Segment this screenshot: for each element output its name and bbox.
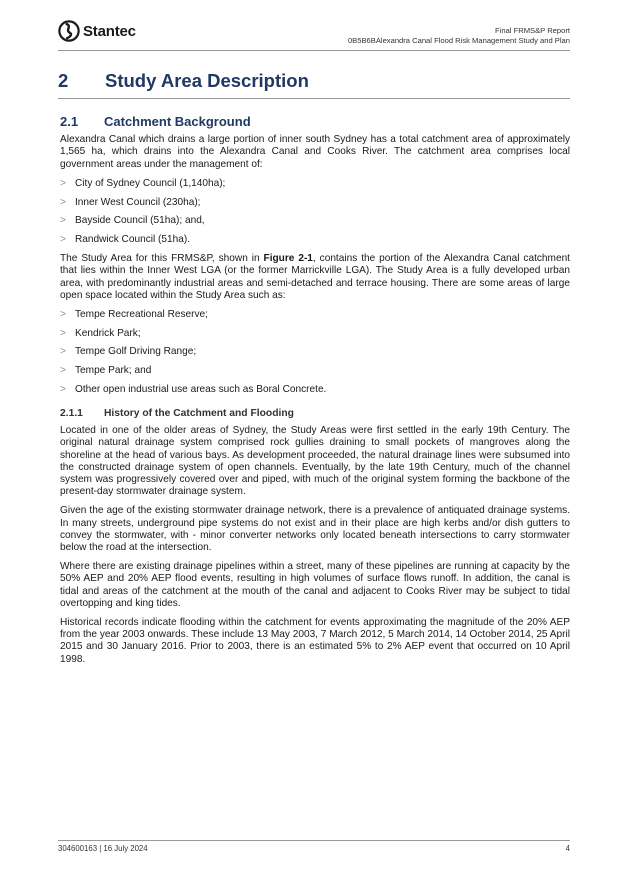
section-heading <box>58 70 570 99</box>
page-header <box>58 18 570 51</box>
list-item-text: Kendrick Park; <box>75 327 141 339</box>
page-footer <box>58 840 570 853</box>
logo-text: Stantec <box>83 22 136 40</box>
subsection-number: 2.1 <box>60 114 79 129</box>
figure-reference: Figure 2-1 <box>263 253 313 265</box>
stantec-logo <box>58 20 136 42</box>
report-title: Final FRMS&P Report <box>495 26 570 35</box>
report-header-info <box>348 26 570 46</box>
paragraph-study-area <box>60 253 570 302</box>
subsubsection-title: History of the Catchment and Flooding <box>104 407 294 419</box>
list-item <box>60 197 570 209</box>
subsection-title: Catchment Background <box>104 114 251 129</box>
list-item-text: Bayside Council (51ha); and, <box>75 215 205 227</box>
page-content <box>60 116 570 673</box>
bullet-marker: > <box>60 327 66 339</box>
list-item <box>60 346 570 358</box>
paragraph-pipeline-capacity: Where there are existing drainage pipelines within a street, many of these pipelines are running at capacity by the 50% AEP and 20% AEP flood events, resulting in high volumes of surface flows runoff. In addition, the canal is tidal and areas of the catchment at the mouth of the canal and adjacent to Cooks River may be subject to tidal overtopping and king tides. <box>60 561 570 609</box>
bullet-marker: > <box>60 196 66 208</box>
paragraph-history: Located in one of the older areas of Sydney, the Study Areas were first settled in the early 19th Century. The original natural drainage system comprised rock gullies draining to small pockets of mangroves along the shoreline at the head of various bays. As development proceeded, the natural drainage lines were subsumed into the constructed drainage system of open channels. Eventually, by the late 19th Century, much of the channel system was progressively covered over and piped, with much of the original system forming the backbone of the present-day stormwater drainage system. <box>60 425 570 498</box>
subsubsection-heading <box>60 408 570 420</box>
bullet-marker: > <box>60 177 66 189</box>
subsubsection-number: 2.1.1 <box>60 407 83 419</box>
list-item <box>60 309 570 321</box>
subsection-heading <box>60 116 570 128</box>
council-list <box>60 178 570 246</box>
study-area-text-end: , contains the portion of the Alexandra Canal catchment that lies within the Inner West LGA (or the former Marrickville LGA). The Study Area is a fully developed urban area, with predominantly industrial areas and semi-detached and terrace housing. There are some areas of large open space located within the Study Area such as: <box>60 253 570 301</box>
footer-doc-info: 304600163 | 16 July 2024 <box>58 844 148 853</box>
list-item <box>60 215 570 227</box>
list-item <box>60 384 570 396</box>
bullet-marker: > <box>60 233 66 245</box>
list-item <box>60 365 570 377</box>
paragraph-catchment-area: Alexandra Canal which drains a large portion of inner south Sydney has a total catchment area of approximately 1,565 ha, which drains into the Alexandra Canal and Cooks River. The catchment area comprises local government areas under the management of: <box>60 134 570 170</box>
list-item-text: Inner West Council (230ha); <box>75 196 201 208</box>
report-subtitle: 0B5B6BAlexandra Canal Flood Risk Management Study and Plan <box>347 36 570 45</box>
list-item <box>60 178 570 190</box>
bullet-marker: > <box>60 346 66 358</box>
study-area-text-start: The Study Area for this FRMS&P, shown in <box>60 253 264 265</box>
section-number: 2 <box>58 70 69 91</box>
list-item <box>60 234 570 246</box>
page-number: 4 <box>565 844 570 853</box>
list-item-text: Other open industrial use areas such as Boral Concrete. <box>75 383 327 395</box>
paragraph-historical-records: Historical records indicate flooding within the catchment for events approximating the magnitude of the 20% AEP from the year 2003 onwards. These include 13 May 2003, 7 March 2012, 5 March 2014, 14 October 2014, 25 April 2015 and 30 January 2016. Prior to 2003, there is an estimated 5% to 2% AEP event that occurred on 10 April 1998. <box>60 617 570 665</box>
list-item-text: Randwick Council (51ha). <box>75 233 191 245</box>
list-item-text: Tempe Golf Driving Range; <box>75 346 197 358</box>
bullet-marker: > <box>60 308 66 320</box>
section-title: Study Area Description <box>105 70 309 91</box>
bullet-marker: > <box>60 383 66 395</box>
paragraph-drainage-network: Given the age of the existing stormwater drainage network, there is a prevalence of antiquated drainage systems. In many streets, underground pipe systems do not exist and in their place are high kerbs and/or dish gutters to convey the stormwater, with - minor converter networks only located beneath intersections to carry stormwater below the road at the intersection. <box>60 505 570 553</box>
bullet-marker: > <box>60 365 66 377</box>
stantec-logo-icon <box>58 20 80 42</box>
list-item-text: City of Sydney Council (1,140ha); <box>75 177 226 189</box>
open-space-list <box>60 309 570 396</box>
list-item-text: Tempe Park; and <box>75 365 152 377</box>
list-item-text: Tempe Recreational Reserve; <box>75 308 208 320</box>
list-item <box>60 328 570 340</box>
bullet-marker: > <box>60 215 66 227</box>
